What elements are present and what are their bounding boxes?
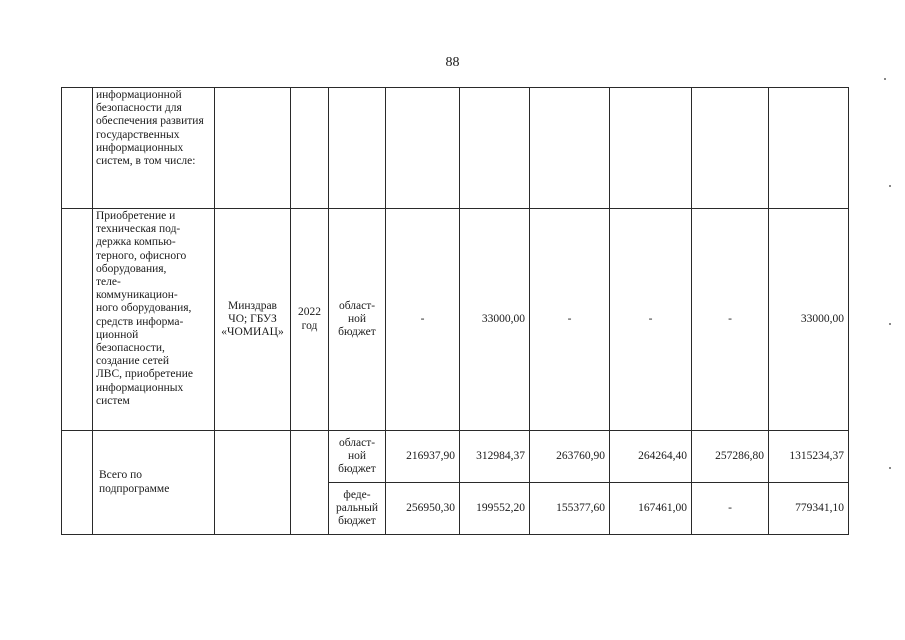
year-line: 2022 [298,306,321,319]
source-line: бюджет [338,326,376,339]
item-name-text: информационной безопасности для обеспечения развития государственных информационных систем, в том числе: [96,89,204,168]
table-row-total-regional [62,431,849,483]
value-cell: 312984,37 [460,431,530,483]
executor-cell [215,431,291,535]
item-name-line: безопасности, [96,342,165,355]
scan-speck [889,185,891,187]
value-cell [530,88,610,209]
source-line: ной [347,449,367,462]
year-cell [291,209,329,431]
source-line: област- [338,436,376,449]
total-name-cell [93,431,215,535]
item-name-line: Приобретение и [96,210,176,222]
executor-line: «ЧОМИАЦ» [221,326,284,339]
item-name-line: оборудования, [96,262,167,275]
value-cell [692,88,769,209]
value-cell [460,88,530,209]
value-cell [386,88,460,209]
scan-speck [889,323,891,325]
value-cell: 33000,00 [769,209,849,431]
value-cell: 256950,30 [386,483,460,535]
year-cell [291,431,329,535]
row-number-cell [62,431,93,535]
value-cell: 1315234,37 [769,431,849,483]
year-line: год [301,319,318,332]
source-cell [329,88,386,209]
value-cell: 167461,00 [610,483,692,535]
scan-speck [884,78,886,80]
source-cell [329,483,386,535]
budget-table [61,87,849,535]
value-cell [610,88,692,209]
source-line: ральный [336,501,378,514]
table-row-purchase [62,209,849,431]
source-cell [329,209,386,431]
value-cell: - [386,209,460,431]
item-name-line: ЛВС, приобретение [96,368,193,381]
total-name-line: Всего по [99,469,142,482]
value-cell: - [692,483,769,535]
item-name-line: ционной [96,328,139,341]
value-cell: 216937,90 [386,431,460,483]
item-name-line: средств информа- [96,315,184,328]
item-name-line: информационных [96,381,184,394]
row-number-cell [62,209,93,431]
value-cell: 199552,20 [460,483,530,535]
value-cell: 263760,90 [530,431,610,483]
item-name-line: коммуникацион- [96,289,178,302]
executor-line: Минздрав [227,299,277,312]
executor-cell [215,209,291,431]
source-cell [329,431,386,483]
item-name-line: ного оборудования, [96,302,192,315]
row-number-cell [62,88,93,209]
value-cell: - [610,209,692,431]
source-line: бюджет [338,515,376,528]
executor-line: ЧО; ГБУЗ [228,312,277,325]
page-number: 88 [445,55,460,70]
item-name-line: держка компью- [96,236,176,249]
item-name-cell [93,88,215,209]
item-name-line: систем [96,394,130,407]
item-name-line: терного, офисного [96,249,187,262]
source-line: феде- [343,488,371,501]
value-cell: 257286,80 [692,431,769,483]
value-cell: 264264,40 [610,431,692,483]
item-name-line: создание сетей [96,355,170,368]
scan-speck [889,467,891,469]
item-name-line: техническая под- [96,223,181,236]
value-cell: - [692,209,769,431]
value-cell: 779341,10 [769,483,849,535]
value-cell: 155377,60 [530,483,610,535]
total-name-line: подпрограмме [99,482,170,495]
source-line: бюджет [338,463,376,476]
year-cell [291,88,329,209]
value-cell: 33000,00 [460,209,530,431]
source-line: област- [338,299,376,312]
value-cell [769,88,849,209]
value-cell: - [530,209,610,431]
executor-cell [215,88,291,209]
table-row-continued [62,88,849,209]
item-name-line: теле- [96,276,121,289]
item-name-cell [93,209,215,431]
source-line: ной [347,312,367,325]
